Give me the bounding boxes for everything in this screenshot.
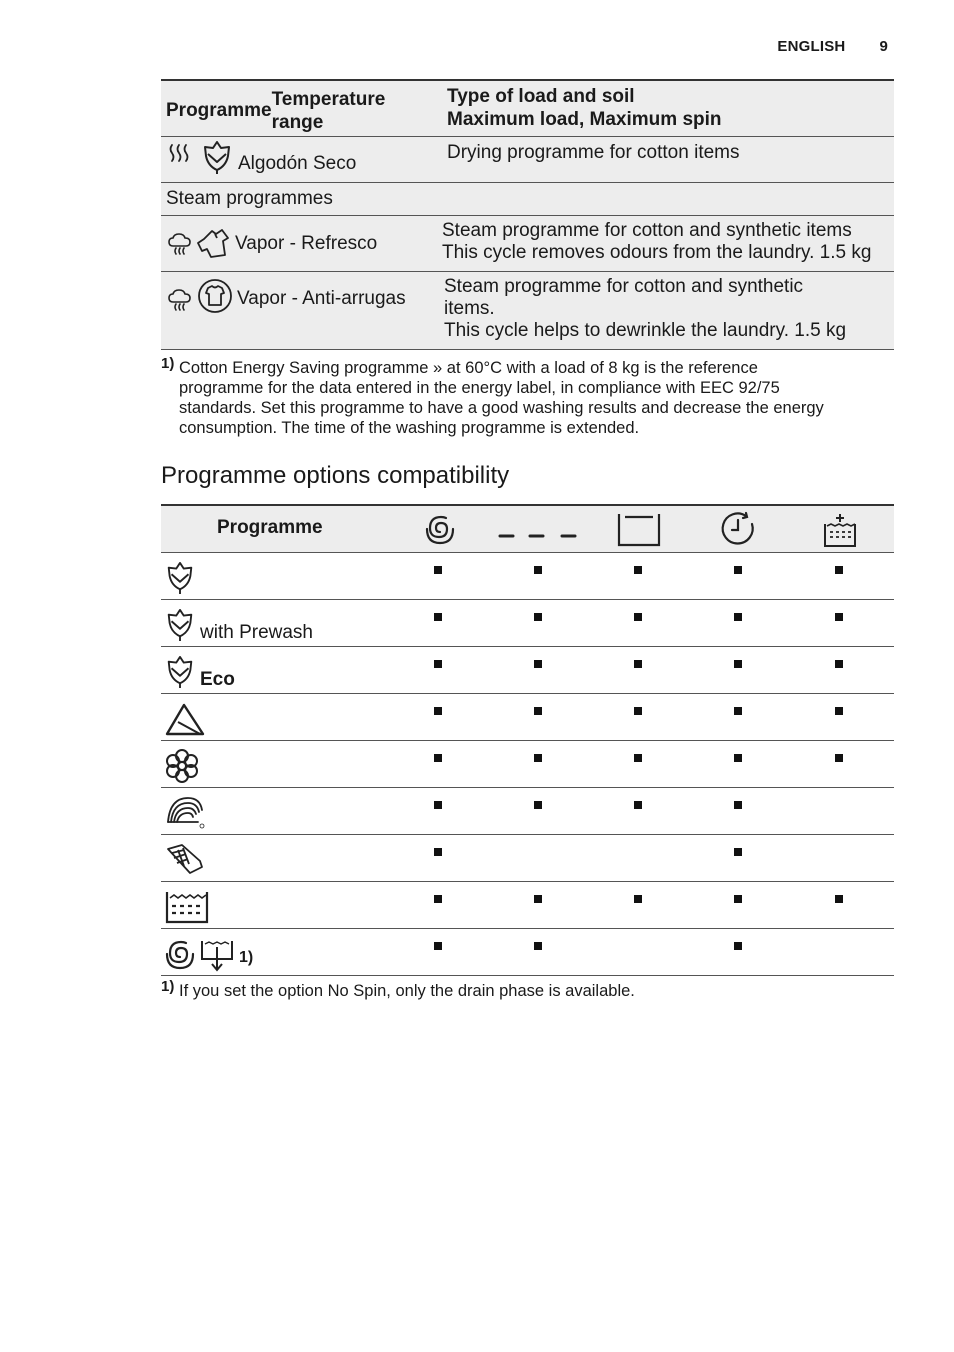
spin-icon — [424, 510, 456, 553]
table-row — [161, 216, 894, 272]
table-row — [161, 882, 894, 929]
description-line: items. — [444, 298, 495, 319]
compatibility-mark — [534, 895, 542, 903]
compatibility-mark — [835, 707, 843, 715]
compatibility-mark — [434, 942, 442, 950]
compatibility-mark — [634, 660, 642, 668]
cotton-icon — [164, 559, 196, 597]
table-row — [161, 183, 894, 216]
spin-icon — [164, 935, 196, 973]
compatibility-mark — [534, 707, 542, 715]
table-row — [161, 647, 894, 694]
col2-header-line1: Type of load and soil — [447, 86, 635, 107]
page-number: 9 — [879, 38, 888, 55]
compatibility-mark — [434, 848, 442, 856]
compatibility-mark — [734, 754, 742, 762]
compatibility-mark — [534, 566, 542, 574]
options-table-header — [161, 504, 894, 553]
programme-name: Vapor - Refresco — [235, 232, 378, 254]
anti-crease-shirt-icon — [197, 278, 233, 314]
table-row — [161, 694, 894, 741]
table-row — [161, 741, 894, 788]
description-cell — [442, 216, 894, 271]
programme-table-header — [161, 79, 894, 137]
rinse-icon — [164, 888, 210, 926]
description-line: Steam programme for cotton and synthetic — [444, 276, 804, 297]
table-row — [161, 553, 894, 600]
description-line: Steam programme for cotton and synthetic items — [442, 220, 852, 241]
description-cell — [442, 137, 894, 182]
compatibility-mark — [434, 613, 442, 621]
drying-icon — [166, 139, 196, 169]
compatibility-mark — [734, 848, 742, 856]
col2-header — [442, 81, 894, 136]
description-line: This cycle helps to dewrinkle the laundry. 1.5 kg — [444, 320, 847, 341]
table-row — [161, 788, 894, 835]
table-row — [161, 272, 894, 350]
compatibility-mark — [634, 895, 642, 903]
page-header — [777, 38, 888, 55]
footnote-energy — [161, 355, 881, 438]
footnote-text: If you set the option No Spin, only the drain phase is available. — [179, 982, 635, 1000]
footnote-no-spin — [161, 978, 881, 1001]
section-title: Programme options compatibility — [161, 462, 510, 489]
synthetics-icon — [164, 702, 208, 738]
compatibility-mark — [434, 707, 442, 715]
programme-cell — [161, 272, 442, 349]
programme-cell — [164, 839, 206, 879]
footnote-mark: 1) — [161, 978, 175, 995]
programme-cell — [164, 745, 200, 785]
programme-name: Vapor - Anti-arrugas — [237, 288, 406, 309]
compatibility-mark — [634, 707, 642, 715]
programme-label: Eco — [200, 669, 235, 690]
compatibility-mark — [434, 754, 442, 762]
compatibility-mark — [434, 801, 442, 809]
compatibility-mark — [835, 754, 843, 762]
steam-icon — [166, 230, 194, 258]
table-row — [161, 600, 894, 647]
compatibility-mark — [634, 801, 642, 809]
compatibility-mark — [534, 754, 542, 762]
extra-rinse-icon — [821, 510, 859, 555]
footnote-line: programme for the data entered in the energy label, in compliance with EEC 92/75 — [179, 379, 780, 397]
col2-header-line2: Maximum load, Maximum spin — [447, 109, 722, 130]
description-line: This cycle removes odours from the laundry. 1.5 kg — [442, 242, 872, 263]
description-cell — [442, 272, 894, 349]
programme-cell — [164, 792, 206, 832]
cotton-icon — [164, 606, 196, 644]
compatibility-mark — [534, 942, 542, 950]
compatibility-mark — [734, 660, 742, 668]
footnote-line: consumption. The time of the washing programme is extended. — [179, 419, 640, 437]
footnote-line: Cotton Energy Saving programme » at 60°C with a load of 8 kg is the reference — [179, 359, 758, 377]
compatibility-mark — [835, 660, 843, 668]
programme-column-header: Programme — [217, 517, 323, 538]
compatibility-mark — [434, 660, 442, 668]
description-line: Drying programme for cotton items — [447, 142, 740, 163]
table-row — [161, 929, 894, 976]
col1-header-line1: Programme — [166, 100, 272, 121]
compatibility-mark — [434, 566, 442, 574]
compatibility-mark — [434, 895, 442, 903]
table-row — [161, 137, 894, 183]
compatibility-mark — [835, 613, 843, 621]
wool-icon — [164, 792, 206, 832]
cotton-icon — [164, 653, 196, 691]
compatibility-mark — [835, 895, 843, 903]
programme-cell — [164, 557, 200, 597]
drain-icon — [199, 935, 235, 973]
stain-prewash-icon — [617, 512, 661, 553]
programme-cell — [164, 698, 208, 738]
programme-label: 1) — [239, 949, 254, 966]
compatibility-mark — [634, 754, 642, 762]
section-row-label-cell — [161, 183, 894, 215]
compatibility-mark — [734, 707, 742, 715]
table-row — [161, 835, 894, 882]
steam-icon — [166, 286, 194, 314]
handwash-icon — [164, 841, 206, 879]
refresh-garment-icon — [196, 227, 232, 261]
programme-label: with Prewash — [200, 622, 313, 643]
options-table — [161, 504, 894, 976]
compatibility-mark — [734, 895, 742, 903]
compatibility-mark — [634, 566, 642, 574]
col1-header-line2: Temperature range — [271, 88, 386, 133]
compatibility-mark — [734, 801, 742, 809]
section-row-label: Steam programmes — [166, 188, 333, 209]
delicates-icon — [164, 747, 200, 785]
rinse-hold-icon — [496, 518, 580, 553]
footnote-mark: 1) — [161, 355, 175, 372]
programme-cell — [164, 933, 253, 973]
compatibility-mark — [634, 613, 642, 621]
compatibility-mark — [734, 566, 742, 574]
cotton-icon — [200, 139, 234, 175]
programme-table — [161, 79, 894, 350]
section-name: ENGLISH — [777, 38, 846, 55]
col1-header — [161, 81, 442, 136]
programme-cell — [161, 216, 442, 271]
time-save-icon — [719, 510, 759, 555]
programme-cell — [164, 651, 235, 691]
compatibility-mark — [835, 566, 843, 574]
programme-name: Algodón Seco — [238, 153, 357, 174]
compatibility-mark — [534, 613, 542, 621]
programme-cell — [164, 604, 313, 644]
compatibility-mark — [734, 942, 742, 950]
footnote-line: standards. Set this programme to have a good washing results and decrease the energy — [179, 399, 824, 417]
compatibility-mark — [734, 613, 742, 621]
compatibility-mark — [534, 801, 542, 809]
programme-cell — [161, 137, 442, 182]
programme-cell — [164, 886, 210, 926]
compatibility-mark — [534, 660, 542, 668]
